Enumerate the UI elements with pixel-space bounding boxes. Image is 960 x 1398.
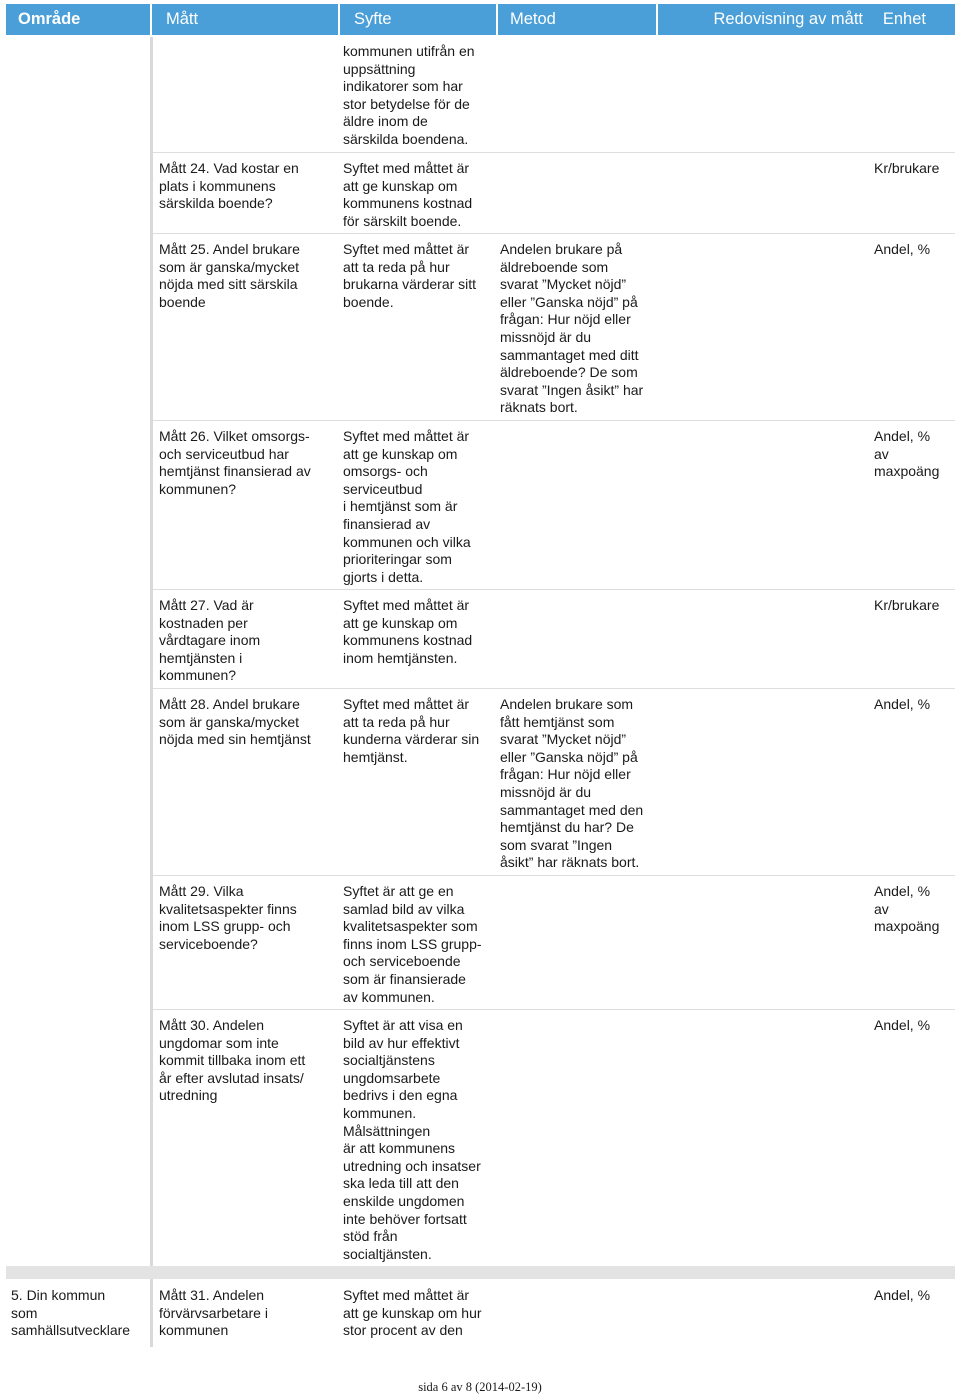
row-2-enhet: Andel, % bbox=[874, 241, 931, 257]
header-omrade: Område bbox=[6, 4, 152, 35]
row-1-enhet: Kr/brukare bbox=[874, 160, 940, 176]
row-7-matt: Mått 30. Andelen ungdomar som inte kommit tillbaka inom ett år efter avslutad insats/ utredning bbox=[159, 1017, 306, 1104]
row-divider bbox=[153, 152, 955, 153]
header-matt: Mått bbox=[152, 4, 340, 35]
row-6-enhet: Andel, % av maxpoäng bbox=[874, 883, 940, 935]
header-enhet: Enhet bbox=[882, 10, 926, 28]
row-8-matt: Mått 31. Andelen förvärvsarbetare i kommunen bbox=[159, 1287, 268, 1339]
row-8-syfte: Syftet med måttet är att ge kunskap om hur stor procent av den bbox=[343, 1287, 482, 1339]
row-5-syfte: Syftet med måttet är att ta reda på hur kunderna värderar sin hemtjänst. bbox=[343, 696, 480, 765]
row-divider bbox=[153, 688, 955, 689]
row-8-area: 5. Din kommun som samhällsutvecklare bbox=[11, 1287, 131, 1339]
row-3-syfte: Syftet med måttet är att ge kunskap om omsorgs- och serviceutbud i hemtjänst som är finansierad av kommunen och vilka prioriteringar som gjorts i detta. bbox=[343, 428, 471, 585]
row-7-enhet: Andel, % bbox=[874, 1017, 931, 1033]
row-8-enhet: Andel, % bbox=[874, 1287, 931, 1303]
header-syfte: Syfte bbox=[340, 4, 498, 35]
row-3-enhet: Andel, % av maxpoäng bbox=[874, 428, 940, 480]
row-divider bbox=[153, 1009, 955, 1010]
row-4-matt: Mått 27. Vad är kostnaden per vårdtagare inom hemtjänsten i kommunen? bbox=[159, 597, 261, 684]
header-redovisning: Redovisning av mått bbox=[713, 10, 863, 28]
row-5-metod: Andelen brukare som fått hemtjänst som svarat ”Mycket nöjd” eller ”Ganska nöjd” på frågan: Hur nöjd eller missnöjd är du sammantaget med den hemtjänst du har? De som svarat ”Ingen åsikt” har räknats bort. bbox=[500, 696, 644, 871]
row-6-matt: Mått 29. Vilka kvalitetsaspekter finns inom LSS grupp- och serviceboende? bbox=[159, 883, 297, 952]
header-metod: Metod bbox=[498, 4, 658, 35]
row-2-matt: Mått 25. Andel brukare som är ganska/mycket nöjda med sitt särskila boende bbox=[159, 241, 300, 310]
row-1-syfte: Syftet med måttet är att ge kunskap om kommunens kostnad för särskilt boende. bbox=[343, 160, 473, 229]
row-2-syfte: Syftet med måttet är att ta reda på hur brukarna värderar sitt boende. bbox=[343, 241, 477, 310]
row-divider bbox=[153, 875, 955, 876]
table-header bbox=[6, 4, 955, 35]
row-divider bbox=[153, 233, 955, 234]
row-5-enhet: Andel, % bbox=[874, 696, 931, 712]
row-6-syfte: Syftet är att ge en samlad bild av vilka kvalitetsaspekter som finns inom LSS grupp- och serviceboende som är finansierade av kommunen. bbox=[343, 883, 482, 1005]
section-separator bbox=[6, 1266, 955, 1279]
row-4-enhet: Kr/brukare bbox=[874, 597, 940, 613]
row-1-matt: Mått 24. Vad kostar en plats i kommunens särskilda boende? bbox=[159, 160, 299, 212]
row-4-syfte: Syftet med måttet är att ge kunskap om kommunens kostnad inom hemtjänsten. bbox=[343, 597, 473, 666]
row-5-matt: Mått 28. Andel brukare som är ganska/mycket nöjda med sin hemtjänst bbox=[159, 696, 311, 748]
row-2-metod: Andelen brukare på äldreboende som svarat ”Mycket nöjd” eller ”Ganska nöjd” på frågan: Hur nöjd eller missnöjd är du sammantaget med ditt äldreboende? De som svarat ”Ingen åsikt” har räknats bort. bbox=[500, 241, 644, 416]
page-footer: sida 6 av 8 (2014-02-19) bbox=[418, 1380, 542, 1394]
row-divider bbox=[153, 589, 955, 590]
row-3-matt: Mått 26. Vilket omsorgs- och serviceutbud har hemtjänst finansierad av kommunen? bbox=[159, 428, 311, 497]
row-7-syfte: Syftet är att visa en bild av hur effektivt socialtjänstens ungdomsarbete bedrivs i den egna kommunen. Målsättningen är att kommunens utredning och insatser ska leda till att den enskilde ungdomen inte behöver fortsatt stöd från socialtjänsten. bbox=[343, 1017, 481, 1262]
row-divider bbox=[153, 420, 955, 421]
row-0-syfte: kommunen utifrån en uppsättning indikatorer som har stor betydelse för de äldre inom de särskilda boendena. bbox=[343, 43, 475, 147]
